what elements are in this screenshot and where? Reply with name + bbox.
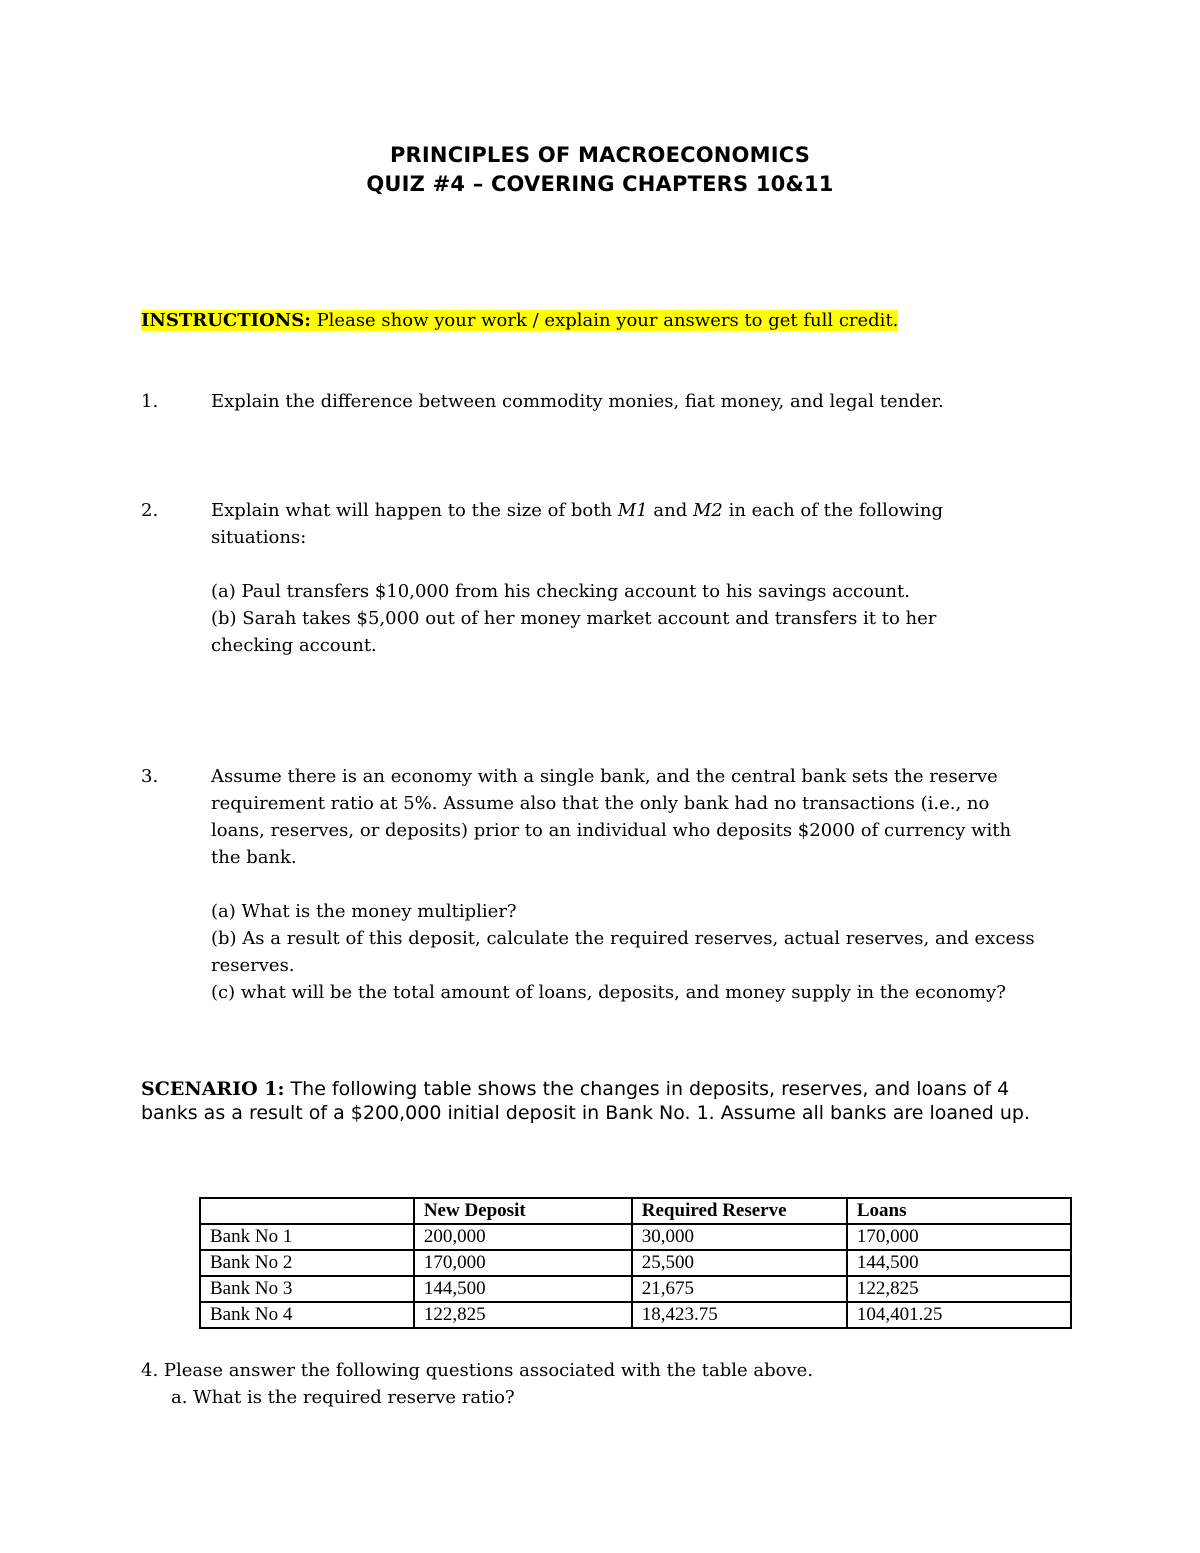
instructions-label: INSTRUCTIONS: — [141, 310, 311, 331]
table-header-cell: Loans — [847, 1198, 1071, 1224]
question-text: Explain what will happen to the size of both M1 and M2 in each of the following situations: — [211, 500, 943, 548]
table-cell: 21,675 — [632, 1276, 847, 1302]
table-cell: Bank No 3 — [200, 1276, 414, 1302]
question-part-b: (b) As a result of this deposit, calculate the required reserves, actual reserves, and excess reserves. — [211, 928, 1035, 976]
question-number: 2. — [141, 500, 159, 521]
question-part-a: (a) Paul transfers $10,000 from his checking account to his savings account. — [211, 581, 910, 602]
table-cell: 144,500 — [847, 1250, 1071, 1276]
question-number: 1. — [141, 391, 159, 412]
table-cell: 122,825 — [847, 1276, 1071, 1302]
table-row — [200, 1276, 1071, 1302]
question-text: Explain the difference between commodity monies, fiat money, and legal tender. — [211, 391, 944, 412]
question-part-a: (a) What is the money multiplier? — [211, 901, 517, 922]
table-cell: 30,000 — [632, 1224, 847, 1250]
question-part-a: a. What is the required reserve ratio? — [171, 1387, 515, 1408]
question-text: Assume there is an economy with a single bank, and the central bank sets the reserve requirement ratio at 5%. Assume also that the only bank had no transactions (i.e., no loans, reserves, or deposits) prior to an individual who deposits $2000 of currency with the bank. — [211, 766, 1012, 868]
table-cell: 18,423.75 — [632, 1302, 847, 1328]
question-part-c: (c) what will be the total amount of loans, deposits, and money supply in the economy? — [211, 982, 1006, 1003]
page-title: PRINCIPLES OF MACROECONOMICS — [389, 143, 811, 167]
question-text: 4. Please answer the following questions associated with the table above. — [141, 1360, 814, 1381]
table-cell: 104,401.25 — [847, 1302, 1071, 1328]
instructions-text: Please show your work / explain your answers to get full credit. — [310, 310, 899, 331]
instructions-highlight — [141, 310, 898, 331]
table-cell: 25,500 — [632, 1250, 847, 1276]
bank-table — [199, 1197, 1072, 1329]
table-cell: Bank No 2 — [200, 1250, 414, 1276]
question-4 — [141, 1357, 813, 1411]
table-cell: Bank No 4 — [200, 1302, 414, 1328]
table-cell: Bank No 1 — [200, 1224, 414, 1250]
m1-term: M1 — [617, 500, 648, 521]
scenario-text: The following table shows the changes in deposits, reserves, and loans of 4 banks as a result of a $200,000 initial deposit in Bank No. 1. Assume all banks are loaned up. — [141, 1078, 1031, 1124]
instructions — [141, 307, 898, 334]
table-header-cell — [200, 1198, 414, 1224]
question-1 — [141, 388, 1051, 415]
scenario-1 — [141, 1077, 1061, 1125]
m2-term: M2 — [692, 500, 723, 521]
table-cell: 200,000 — [414, 1224, 632, 1250]
question-number: 3. — [141, 766, 159, 787]
table-cell: 122,825 — [414, 1302, 632, 1328]
table-cell: 170,000 — [847, 1224, 1071, 1250]
table-row — [200, 1250, 1071, 1276]
table-cell: 170,000 — [414, 1250, 632, 1276]
table-cell: 144,500 — [414, 1276, 632, 1302]
question-3 — [141, 763, 1041, 1006]
table-row — [200, 1302, 1071, 1328]
question-2 — [141, 497, 1021, 659]
table-header-cell: New Deposit — [414, 1198, 632, 1224]
table-header-row — [200, 1198, 1071, 1224]
table-row — [200, 1224, 1071, 1250]
question-part-b: (b) Sarah takes $5,000 out of her money market account and transfers it to her checking account. — [211, 608, 937, 656]
table-header-cell: Required Reserve — [632, 1198, 847, 1224]
scenario-label: SCENARIO 1: — [141, 1078, 285, 1100]
page-subtitle: QUIZ #4 – COVERING CHAPTERS 10&11 — [366, 172, 834, 196]
